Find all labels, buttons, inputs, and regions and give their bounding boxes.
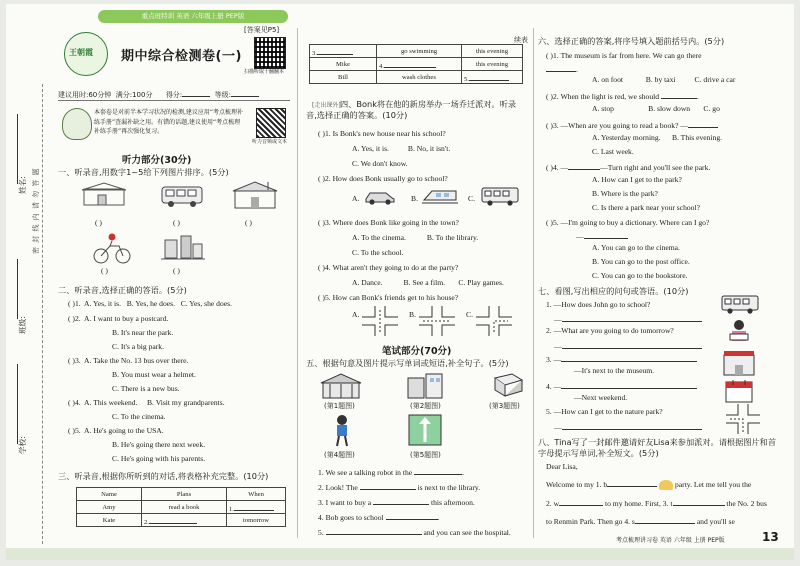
school-line[interactable] (17, 364, 18, 444)
picture-book-icon (492, 372, 524, 398)
bottom-band (6, 548, 794, 560)
meta-grade: 等级: (214, 91, 231, 99)
qr-caption-top: 扫描听取十翻翻本 (244, 69, 285, 75)
q7-line-1: 1. —How does John go to school? (546, 300, 651, 309)
q5-title: 五、根据句意及图片提示写单词或短语,补全句子。(5分) (306, 358, 509, 368)
qr-code-listening[interactable] (256, 108, 286, 138)
q3-table (76, 487, 286, 527)
q6-5-opt-a: A. You can go to the cinema. (592, 243, 680, 252)
q1-bracket-5[interactable]: ( ) (173, 266, 180, 275)
q6-5-opt-c: C. You can go to the bookstore. (592, 271, 688, 280)
q8-line-1[interactable]: Welcome to my 1. b party. Let me tell you the (546, 480, 752, 489)
name-label: 姓名: (18, 176, 27, 194)
table-row (310, 71, 523, 84)
q8-line-2[interactable]: 2. w to my home. First, 3. t the No. 2 bus (546, 499, 767, 508)
crossroad-turn-left-icon (726, 404, 760, 434)
q1-bracket-2[interactable]: ( ) (173, 218, 180, 227)
q7-line-4-answer: —Next weekend. (574, 393, 628, 402)
crossroad-map-c-icon (476, 306, 512, 336)
q7-line-2: 2. —What are you going to do tomorrow? (546, 326, 674, 335)
q4-1-question: Is Bonk's new house near his school? (332, 129, 446, 138)
table-header-cell: When (227, 488, 286, 501)
table-cell: this evening (462, 58, 523, 71)
q6-4-opt-c: C. Is there a park near your school? (592, 203, 700, 212)
top-banner: 重点班特训 英语 六年级上册 PEP版 (98, 10, 288, 23)
q4-2-num: ( )2. (318, 174, 331, 183)
q3-table-continued (309, 44, 523, 84)
birthday-cake-icon (659, 480, 673, 490)
q4-2-opt-c: C. (468, 194, 475, 203)
q5-caption-2: (第2题图) (410, 402, 441, 410)
q7-line-5: 5. —How can I get to the nature park? (546, 407, 663, 416)
q5-sentence-3[interactable]: 3. I want to buy a this afternoon. (318, 498, 475, 507)
exam-page (6, 4, 794, 560)
q6-1-blank[interactable]: . (546, 63, 578, 75)
q1-bracket-4[interactable]: ( ) (101, 266, 108, 275)
school-bus-icon (720, 292, 760, 316)
answer-reference: [答案见P5] (244, 26, 280, 34)
picture-turn-arrow-icon (408, 414, 442, 446)
picture-train-station-icon (80, 181, 128, 209)
q2-3-opt-a: A. Take the No. 13 bus over there. (84, 356, 189, 365)
column-divider-1 (297, 28, 298, 538)
q2-item-5[interactable] (68, 426, 164, 436)
table-cell: go swimming (377, 45, 462, 58)
table-cell: Bill (310, 71, 377, 84)
q6-3-opt-c: C. Last week. (592, 147, 634, 156)
table-row (77, 501, 286, 514)
table-row (310, 45, 523, 58)
cinema-building-icon (722, 349, 756, 377)
q2-1-num: ( )1. (68, 299, 81, 308)
q7-answer-1[interactable]: — (554, 313, 702, 325)
q2-1-opt-b: B. Yes, he does. (126, 299, 175, 308)
crossroad-map-a-icon (362, 306, 398, 336)
picture-street-icon (161, 234, 205, 262)
q2-item-4[interactable] (68, 398, 225, 408)
q4-3-num: ( )3. (318, 218, 331, 227)
table-row (310, 58, 523, 71)
q6-title: 六、选择正确的答案,将序号填入题前括号内。(5分) (538, 36, 725, 46)
q7-line-3[interactable]: 3. — (546, 353, 697, 365)
q2-item-1[interactable] (68, 299, 232, 309)
q5-caption-4: (第4题图) (324, 451, 355, 459)
column-divider-2 (533, 28, 534, 538)
q4-2-opt-b: B. (411, 194, 418, 203)
q2-4-num: ( )4. (68, 398, 81, 407)
q4-5-opt-b: B. (409, 310, 416, 319)
q4-5-num: ( )5. (318, 293, 331, 302)
school-label: 学校: (18, 436, 27, 454)
q4-3-options: A. To the cinema. B. To the library. (352, 233, 479, 242)
q4-2-question: How does Bonk usually go to school? (332, 174, 448, 183)
q4-2-opt-a: A. (352, 194, 360, 203)
q2-5-opt-b: B. He's going there next week. (112, 440, 206, 449)
qr-code-top[interactable] (254, 37, 286, 69)
table-answer-cell[interactable]: 2. (142, 514, 227, 527)
q2-3-num: ( )3. (68, 356, 81, 365)
q2-2-num: ( )2. (68, 314, 81, 323)
q7-line-3-answer: —It's next to the museum. (574, 366, 655, 375)
q4-item-2[interactable] (318, 174, 448, 184)
q4-item-5[interactable] (318, 293, 458, 303)
table-cell: Kate (77, 514, 142, 527)
q6-4-opt-a: A. How can I get to the park? (592, 175, 682, 184)
continued-label: 续表 (514, 36, 528, 44)
calendar-icon (724, 378, 754, 404)
q6-item-5[interactable]: ( )5. —I'm going to buy a dictionary. Where can I go? (546, 218, 710, 227)
table-answer-cell[interactable]: 5. (462, 71, 523, 84)
q2-5-num: ( )5. (68, 426, 81, 435)
q2-4-opt-c: C. To the cinema. (112, 412, 166, 421)
q4-item-4[interactable] (318, 263, 458, 273)
q6-2-options: A. stop B. slow down C. go (592, 104, 720, 113)
q4-5-question: How can Bonk's friends get to his house? (332, 293, 459, 302)
q2-item-2[interactable] (68, 314, 168, 324)
q2-2-opt-b: B. It's near the park. (112, 328, 174, 337)
q4-4-options: A. Dance. B. See a film. C. Play games. (352, 278, 504, 287)
q4-1-num: ( )1. (318, 129, 331, 138)
picture-bus-icon (160, 183, 204, 209)
q2-3-opt-b: B. You must wear a helmet. (112, 370, 196, 379)
q6-4-opt-b: B. Where is the park? (592, 189, 658, 198)
q4-1-opt-c: C. We don't know. (352, 159, 408, 168)
table-header-cell: Name (77, 488, 142, 501)
meta-full-score: 满分:100分 (115, 91, 153, 99)
q5-sentence-5[interactable]: 5. and you can see the hospital. (318, 528, 511, 537)
table-row (77, 514, 286, 527)
train-icon (422, 186, 458, 206)
name-line[interactable] (17, 114, 18, 184)
q6-3-options: A. Yesterday morning. B. This evening. (592, 133, 723, 142)
table-cell: this evening (462, 45, 523, 58)
writing-header: 笔试部分(70分) (382, 346, 452, 357)
page-title: 期中综合检测卷(一) (121, 49, 242, 64)
q2-title: 二、听录音,选择正确的答语。(5分) (58, 285, 187, 295)
q7-title: 七、看图,写出相应的问句或答语。(10分) (538, 286, 689, 296)
q6-item-4[interactable]: ( )4. — —Turn right and you'll see the park. (546, 163, 711, 172)
q2-5-opt-c: C. He's going with his parents. (112, 454, 206, 463)
q4-4-question: What aren't they going to do at the party? (332, 263, 459, 272)
q6-item-3[interactable]: ( )3. —When are you going to read a book? — (546, 119, 718, 131)
q4-5-opt-a: A. (352, 310, 360, 319)
table-cell: tomorrow (227, 514, 286, 527)
q8-greeting: Dear Lisa, (546, 462, 578, 471)
teacher-avatar (62, 108, 92, 140)
meta-time: 建议用时:60分钟 (58, 91, 112, 99)
picture-building-icon (406, 372, 446, 400)
q2-4-opt-b: B. Visit my grandparents. (146, 398, 225, 407)
q4-4-num: ( )4. (318, 263, 331, 272)
q6-5-blank[interactable]: — (576, 230, 628, 242)
q6-item-1[interactable]: ( )1. The museum is far from here. We can go there (546, 51, 702, 60)
bus-icon (480, 185, 520, 207)
q4-tag: [走出课外] (312, 102, 341, 109)
q5-caption-3: (第3题图) (489, 402, 520, 410)
exam-tip: 本套卷是对前半本学习状况的检测,建议应用“考点梳理补练手册”查漏补缺之用。有错的话题,建议使用“考点梳理补练手册”再次强化复习。 (94, 109, 244, 135)
q4-3-question: Where does Bonk like going in the town? (332, 218, 459, 227)
table-header-cell: Plans (142, 488, 227, 501)
table-header-row (77, 488, 286, 501)
q2-5-opt-a: A. He's going to the USA. (84, 426, 164, 435)
q1-title: 一、听录音,用数字1~5给下列图片排序。(5分) (58, 167, 229, 177)
q2-2-opt-c: C. It's a big park. (112, 342, 164, 351)
page-number: 13 (762, 530, 779, 544)
q7-line-4[interactable]: 4. — (546, 380, 697, 392)
table-cell: Amy (77, 501, 142, 514)
meta-divider (58, 100, 290, 101)
exam-meta (58, 88, 259, 100)
seal-line-text: 密 封 线 内 请 勿 答 题 (32, 167, 40, 254)
q6-item-2[interactable]: ( )2. When the light is red, we should . (546, 92, 699, 101)
q2-1-opt-a: A. Yes, it is. (84, 299, 121, 308)
q4-title: 四、Bonk将在他的新房举办一场乔迁派对。听录音,选择正确的答案。(10分) (306, 99, 517, 120)
q6-5-opt-b: B. You can go to the post office. (592, 257, 690, 266)
footer-text: 考点梳理讲习卷 英语 六年级 上册 PEP版 (616, 537, 725, 544)
q4-item-3[interactable] (318, 218, 459, 228)
q2-4-opt-a: A. This weekend. (84, 398, 138, 407)
q8-title: 八、Tina写了一封邮件邀请好友Lisa来参加派对。请根据图片和首字母提示写单词,补全短文。(5分) (538, 437, 777, 458)
q2-2-opt-a: A. I want to buy a postcard. (84, 314, 169, 323)
q5-sentence-2[interactable]: 2. Look! The is next to the library. (318, 483, 481, 492)
q3-title: 三、听录音,根据你所听到的对话,将表格补充完整。(10分) (58, 471, 269, 481)
q8-line-3[interactable]: to Renmin Park. Then go 4. s and you'll se (546, 517, 735, 526)
q2-3-opt-c: C. There is a new bus. (112, 384, 180, 393)
picture-bicycle-icon (92, 232, 132, 264)
q5-sentence-1[interactable]: 1. We see a talking robot in the . (318, 468, 464, 477)
q1-bracket-3[interactable]: ( ) (245, 218, 252, 227)
qr-caption-listening: 听力音频或文本 (252, 139, 288, 145)
q5-sentence-4[interactable]: 4. Bob goes to school . (318, 513, 440, 522)
car-icon (364, 187, 396, 205)
picture-boy-walking-icon (330, 414, 354, 448)
q4-1-options: A. Yes, it is. B. No, it isn't. (352, 144, 451, 153)
listening-header: 听力部分(30分) (122, 155, 192, 166)
q4-item-1[interactable] (318, 129, 446, 139)
q5-caption-5: (第5题图) (410, 451, 441, 459)
meta-score: 得分: (165, 91, 183, 99)
crossroad-map-b-icon (419, 306, 455, 336)
q1-bracket-1[interactable]: ( ) (95, 218, 102, 227)
seal-dashed-line (42, 84, 43, 544)
q2-1-opt-c: C. Yes, she does. (180, 299, 232, 308)
table-cell: wash clothes (377, 71, 462, 84)
brand-logo-text: 王朝霞 (69, 48, 93, 57)
table-cell: read a book (142, 501, 227, 514)
q2-item-3[interactable] (68, 356, 188, 366)
table-answer-cell[interactable]: 4. (377, 58, 462, 71)
picture-museum-icon (320, 372, 362, 400)
q5-caption-1: (第1题图) (324, 402, 355, 410)
q7-answer-5[interactable]: — (554, 421, 702, 433)
class-label: 班级: (18, 316, 27, 334)
class-line[interactable] (17, 259, 18, 319)
q4-5-opt-c: C. (466, 310, 473, 319)
picture-school-icon (232, 180, 278, 210)
table-cell: Mike (310, 58, 377, 71)
q6-1-options: A. on foot B. by taxi C. drive a car (592, 75, 736, 84)
q7-answer-2[interactable]: — (554, 340, 702, 352)
q4-3-opt-c: C. To the school. (352, 248, 404, 257)
table-answer-cell[interactable]: 3. (310, 45, 377, 58)
table-answer-cell[interactable]: 1. (227, 501, 286, 514)
reading-girl-icon (722, 319, 756, 345)
